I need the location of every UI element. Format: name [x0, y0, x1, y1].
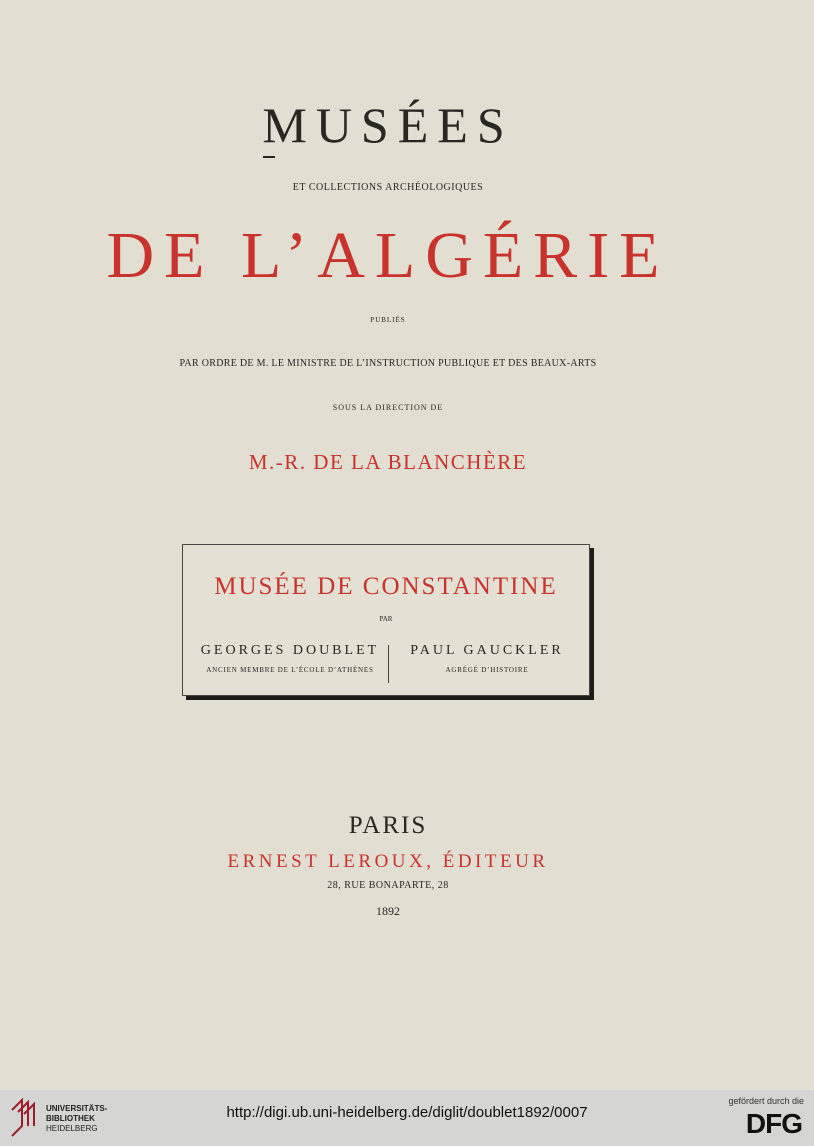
- funded-by-label: gefördert durch die: [728, 1096, 804, 1106]
- title-underline-mark: [263, 156, 275, 158]
- author-doublet: [193, 643, 387, 674]
- digitization-footer: [0, 1090, 814, 1146]
- title-algerie: DE L’ALGÉRIE: [106, 219, 670, 292]
- library-line: BIBLIOTHEK: [46, 1114, 95, 1123]
- published-label: PUBLIÉS: [370, 316, 406, 324]
- director-name: M.-R. DE LA BLANCHÈRE: [248, 450, 528, 474]
- title-musees: MUSÉES: [262, 97, 514, 153]
- imprint-year: 1892: [376, 904, 400, 918]
- volume-title: MUSÉE DE CONSTANTINE: [214, 573, 558, 600]
- imprint-city: PARIS: [348, 812, 428, 839]
- author-divider: [388, 645, 389, 683]
- dfg-logo: DFG: [745, 1108, 802, 1139]
- author-desc: AGRÉGÉ D’HISTOIRE: [445, 666, 529, 674]
- subtitle-collections: ET COLLECTIONS ARCHÉOLOGIQUES: [292, 182, 484, 193]
- by-label: PAR: [379, 615, 393, 623]
- author-desc: ANCIEN MEMBRE DE L’ÉCOLE D’ATHÈNES: [206, 666, 374, 674]
- library-line: HEIDELBERG: [46, 1124, 98, 1133]
- imprint-publisher: ERNEST LEROUX, ÉDITEUR: [227, 851, 549, 872]
- author-name: PAUL GAUCKLER: [410, 643, 564, 658]
- imprint-address: 28, RUE BONAPARTE, 28: [327, 880, 449, 891]
- author-gauckler: [397, 643, 577, 674]
- author-name: GEORGES DOUBLET: [200, 643, 380, 658]
- library-line: UNIVERSITÄTS-: [46, 1104, 108, 1113]
- permalink-url[interactable]: http://digi.ub.uni-heidelberg.de/diglit/doublet1892/0007: [226, 1104, 588, 1121]
- order-line: PAR ORDRE DE M. LE MINISTRE DE L’INSTRUCTION PUBLIQUE ET DES BEAUX-ARTS: [179, 358, 597, 369]
- direction-label: SOUS LA DIRECTION DE: [332, 403, 444, 412]
- volume-box: [182, 544, 590, 696]
